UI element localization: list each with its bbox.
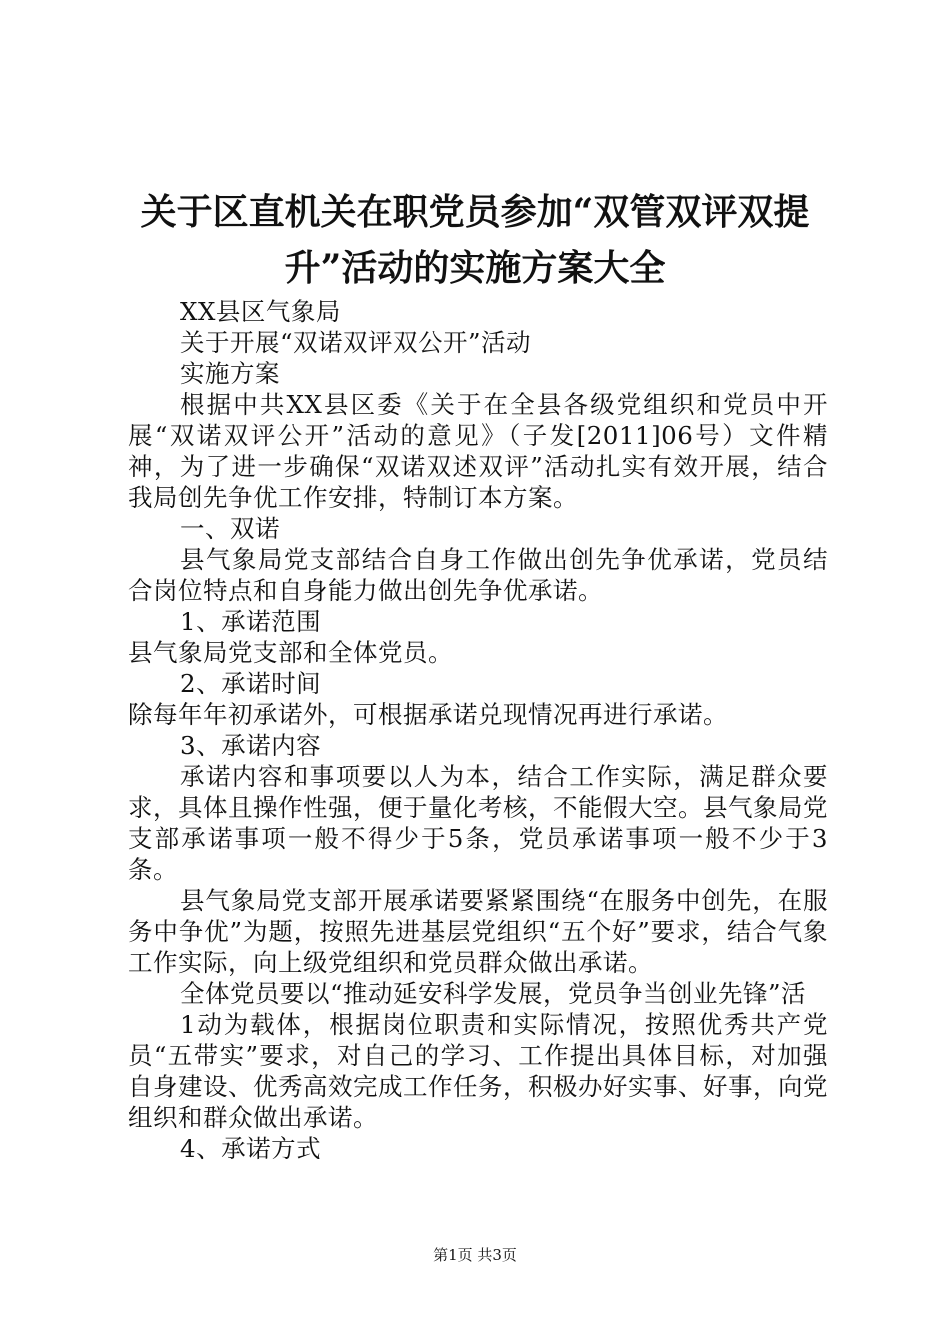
document-title-line-1: 关于区直机关在职党员参加“双管双评双提 xyxy=(140,191,810,233)
body-paragraph: 1、承诺范围 xyxy=(180,607,322,636)
body-paragraph: 除每年年初承诺外，可根据承诺兑现情况再进行承诺。 xyxy=(128,700,728,729)
document-body xyxy=(128,296,828,1164)
body-paragraph: 县气象局党支部结合自身工作做出创先争优承诺，党员结合岗位特点和自身能力做出创先争优承诺。 xyxy=(128,545,828,605)
body-paragraph: 4、承诺方式 xyxy=(180,1134,322,1163)
body-paragraph: 县气象局党支部开展承诺要紧紧围绕“在服务中创先，在服务中争优”为题，按照先进基层党组织“五个好”要求，结合气象工作实际，向上级党组织和党员群众做出承诺。 xyxy=(128,886,828,977)
body-paragraph: 关于开展“双诺双评双公开”活动 xyxy=(180,328,532,357)
body-paragraph: XX县区气象局 xyxy=(180,297,341,326)
document-title-line-2: 升”活动的实施方案大全 xyxy=(284,247,666,289)
page-footer: 第1页 共3页 xyxy=(433,1246,517,1264)
body-paragraph: 3、承诺内容 xyxy=(180,731,322,760)
body-paragraph: 承诺内容和事项要以人为本，结合工作实际，满足群众要求，具体且操作性强，便于量化考核，不能假大空。县气象局党支部承诺事项一般不得少于5条，党员承诺事项一般不少于3条。 xyxy=(128,762,828,884)
body-paragraph: 1动为载体，根据岗位职责和实际情况，按照优秀共产党员“五带实”要求，对自己的学习、工作提出具体目标，对加强自身建设、优秀高效完成工作任务，积极办好实事、好事，向党组织和群众做出承诺。 xyxy=(128,1010,828,1132)
body-paragraph: 县气象局党支部和全体党员。 xyxy=(128,638,453,667)
body-paragraph: 一、双诺 xyxy=(180,514,280,543)
body-paragraph: 实施方案 xyxy=(180,359,280,388)
body-paragraph: 全体党员要以“推动延安科学发展，党员争当创业先锋”活 xyxy=(180,979,807,1008)
body-paragraph: 2、承诺时间 xyxy=(180,669,322,698)
body-paragraph: 根据中共XX县区委《关于在全县各级党组织和党员中开展“双诺双评公开”活动的意见》（子发[2011]06号）文件精神，为了进一步确保“双诺双述双评”活动扎实有效开展，结合我局创先争优工作安排，特制订本方案。 xyxy=(128,390,828,512)
